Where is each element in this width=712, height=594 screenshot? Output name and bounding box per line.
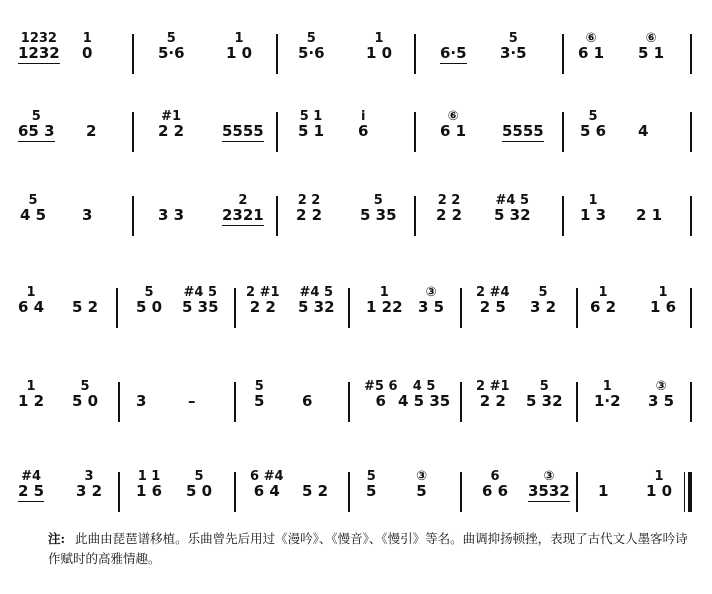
note-group: 2 2 2 2	[436, 193, 463, 224]
note-group: 2 2 2 2	[296, 193, 323, 224]
note-group: 1 1 3	[580, 193, 607, 224]
note-group: #1 2 2	[158, 109, 185, 140]
note-group: 2	[86, 122, 97, 140]
note-group: 5 1 5 1	[298, 109, 325, 140]
barline	[414, 196, 416, 236]
note-group: 1 1 22	[366, 285, 403, 316]
note-group: i 6	[358, 109, 369, 140]
barline	[276, 196, 278, 236]
barline	[132, 34, 134, 74]
note-group: 5555	[222, 122, 264, 140]
footnote-label: 注:	[48, 531, 66, 546]
note-group: 5 5 32	[526, 379, 563, 410]
note-group: #4 5 5 32	[298, 285, 335, 316]
note-group: 5 5 35	[360, 193, 397, 224]
barline	[414, 112, 416, 152]
note-group: #4 2 5	[18, 469, 45, 500]
note-group: ③ 3 5	[418, 285, 445, 316]
barline	[562, 112, 564, 152]
note-group: 1232 1232	[18, 31, 60, 62]
barline	[348, 288, 350, 328]
note-group: 1 1 1 6	[136, 469, 163, 500]
note-group: ③ 5	[416, 469, 428, 500]
note-group: #5 6 6	[364, 379, 398, 410]
barline	[690, 382, 692, 422]
note-group: 5 5·6	[298, 31, 325, 62]
barline	[414, 34, 416, 74]
note-group: 5555	[502, 122, 544, 140]
barline	[276, 34, 278, 74]
barline	[118, 472, 120, 512]
note-group: 5 3·5	[500, 31, 527, 62]
note-group: 2 2321	[222, 193, 264, 224]
note-group: 5 3 2	[530, 285, 557, 316]
note-group: 1 1 2	[18, 379, 45, 410]
note-group: 5 5 0	[72, 379, 99, 410]
barline	[132, 112, 134, 152]
score-row-3	[0, 192, 712, 252]
barline	[576, 288, 578, 328]
note-group: 3 3 2	[76, 469, 103, 500]
note-group: 1 1 0	[646, 469, 673, 500]
note-group: 5 5 6	[580, 109, 607, 140]
barline	[690, 288, 692, 328]
barline	[132, 196, 134, 236]
barline	[562, 196, 564, 236]
note-group: 5 5·6	[158, 31, 185, 62]
score-row-4	[0, 284, 712, 344]
note-group: 2 #1 2 2	[476, 379, 510, 410]
note-group: 4	[638, 122, 649, 140]
barline	[460, 382, 462, 422]
footnote-text: 此曲由琵琶谱移植。乐曲曾先后用过《漫吟》、《慢音》、《慢引》等名。曲调抑扬顿挫，表现了古代文人墨客吟诗作赋时的高雅情趣。	[48, 531, 688, 566]
note-group: 2 1	[636, 206, 663, 224]
note-group: ⑥ 6 1	[578, 31, 605, 62]
note-group: 1 6 2	[590, 285, 617, 316]
score-row-5	[0, 378, 712, 438]
note-group: 5 5	[366, 469, 377, 500]
note-group: 1 1·2	[594, 379, 621, 410]
barline	[684, 472, 685, 512]
note-group: 5 2	[302, 482, 329, 500]
note-group: 2 #1 2 2	[246, 285, 280, 316]
barline	[460, 472, 462, 512]
note-group: 5 5 0	[186, 469, 213, 500]
note-group: 5 5	[254, 379, 265, 410]
score-row-2	[0, 108, 712, 168]
note-group: 1 6 4	[18, 285, 45, 316]
footnote	[48, 529, 698, 569]
barline	[690, 112, 692, 152]
barline	[348, 382, 350, 422]
barline	[690, 34, 692, 74]
note-group: ⑥ 5 1	[638, 31, 665, 62]
barline	[460, 288, 462, 328]
barline	[576, 472, 578, 512]
note-group: 1 1 0	[226, 31, 253, 62]
note-group: 1 1 6	[650, 285, 677, 316]
note-group: #4 5 5 32	[494, 193, 531, 224]
barline	[562, 34, 564, 74]
note-group: 1 1 0	[366, 31, 393, 62]
barline	[348, 472, 350, 512]
barline	[234, 472, 236, 512]
note-group: 5 4 5	[20, 193, 47, 224]
note-group: 6 #4 6 4	[250, 469, 284, 500]
final-barline	[688, 472, 692, 512]
barline	[690, 196, 692, 236]
note-group: 6	[302, 392, 313, 410]
note-group: 5 2	[72, 298, 99, 316]
note-group: 6·5	[440, 44, 467, 62]
note-group: –	[188, 392, 196, 410]
barline	[234, 288, 236, 328]
note-group: 1	[598, 482, 609, 500]
barline	[234, 382, 236, 422]
barline	[576, 382, 578, 422]
barline	[118, 382, 120, 422]
note-group: 3 3	[158, 206, 185, 224]
score-row-1	[0, 30, 712, 90]
score-row-6	[0, 468, 712, 528]
note-group: #4 5 5 35	[182, 285, 219, 316]
note-group: ③ 3 5	[648, 379, 675, 410]
note-group: 5 5 0	[136, 285, 163, 316]
note-group: 5 65 3	[18, 109, 55, 140]
barline	[276, 112, 278, 152]
note-group: 2 #4 2 5	[476, 285, 510, 316]
note-group: 3	[82, 206, 93, 224]
note-group: 4 5 4 5 35	[398, 379, 451, 410]
barline	[116, 288, 118, 328]
note-group: ③ 3532	[528, 469, 570, 500]
note-group: 6 6 6	[482, 469, 509, 500]
note-group: ⑥ 6 1	[440, 109, 467, 140]
note-group: 1 0	[82, 31, 93, 62]
note-group: 3	[136, 392, 147, 410]
